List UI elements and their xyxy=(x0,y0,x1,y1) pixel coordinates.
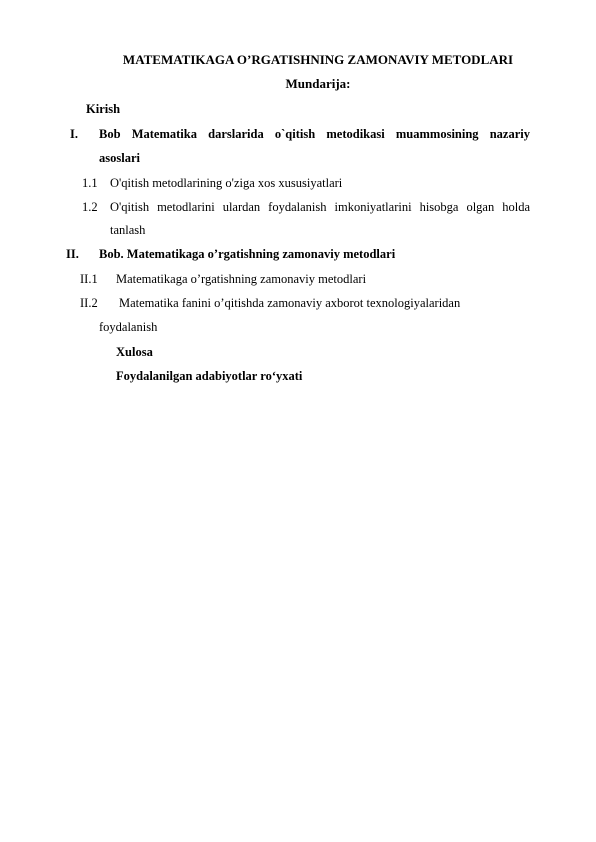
section-2-2-number: II.2 xyxy=(80,296,98,310)
toc-heading: Mundarija: xyxy=(285,76,351,91)
section-2-1-title: Matematikaga o’rgatishning zamonaviy metodlari xyxy=(116,272,367,286)
section-1-2-title-line1: O'qitish metodlarini ulardan foydalanish imkoniyatlarini hisobga olgan holda xyxy=(110,200,530,214)
section-1-1-number: 1.1 xyxy=(82,176,98,190)
section-2-2-title-line2: foydalanish xyxy=(99,320,158,334)
chapter1-title-line1: Bob Matematika darslarida o`qitish metodikasi muammosining nazariy xyxy=(99,127,530,141)
toc-item-references: Foydalanilgan adabiyotlar ro‘yxati xyxy=(116,369,303,383)
toc-item-conclusion: Xulosa xyxy=(116,345,153,359)
chapter2-number: II. xyxy=(66,247,79,261)
toc-item-intro: Kirish xyxy=(86,102,121,116)
section-1-2-title-line2: tanlash xyxy=(110,223,146,237)
document-title: MATEMATIKAGA O’RGATISHNING ZAMONAVIY METODLARI xyxy=(122,52,514,67)
section-2-2-title-line1: Matematika fanini o’qitishda zamonaviy axborot texnologiyalaridan xyxy=(119,296,461,310)
section-1-2-number: 1.2 xyxy=(82,200,98,214)
section-2-1-number: II.1 xyxy=(80,272,98,286)
chapter1-number: I. xyxy=(70,127,78,141)
section-1-1-title: O'qitish metodlarining o'ziga xos xususiyatlari xyxy=(110,176,343,190)
chapter1-title-line2: asoslari xyxy=(99,151,140,165)
chapter2-title: Bob. Matematikaga o’rgatishning zamonaviy metodlari xyxy=(99,247,396,261)
